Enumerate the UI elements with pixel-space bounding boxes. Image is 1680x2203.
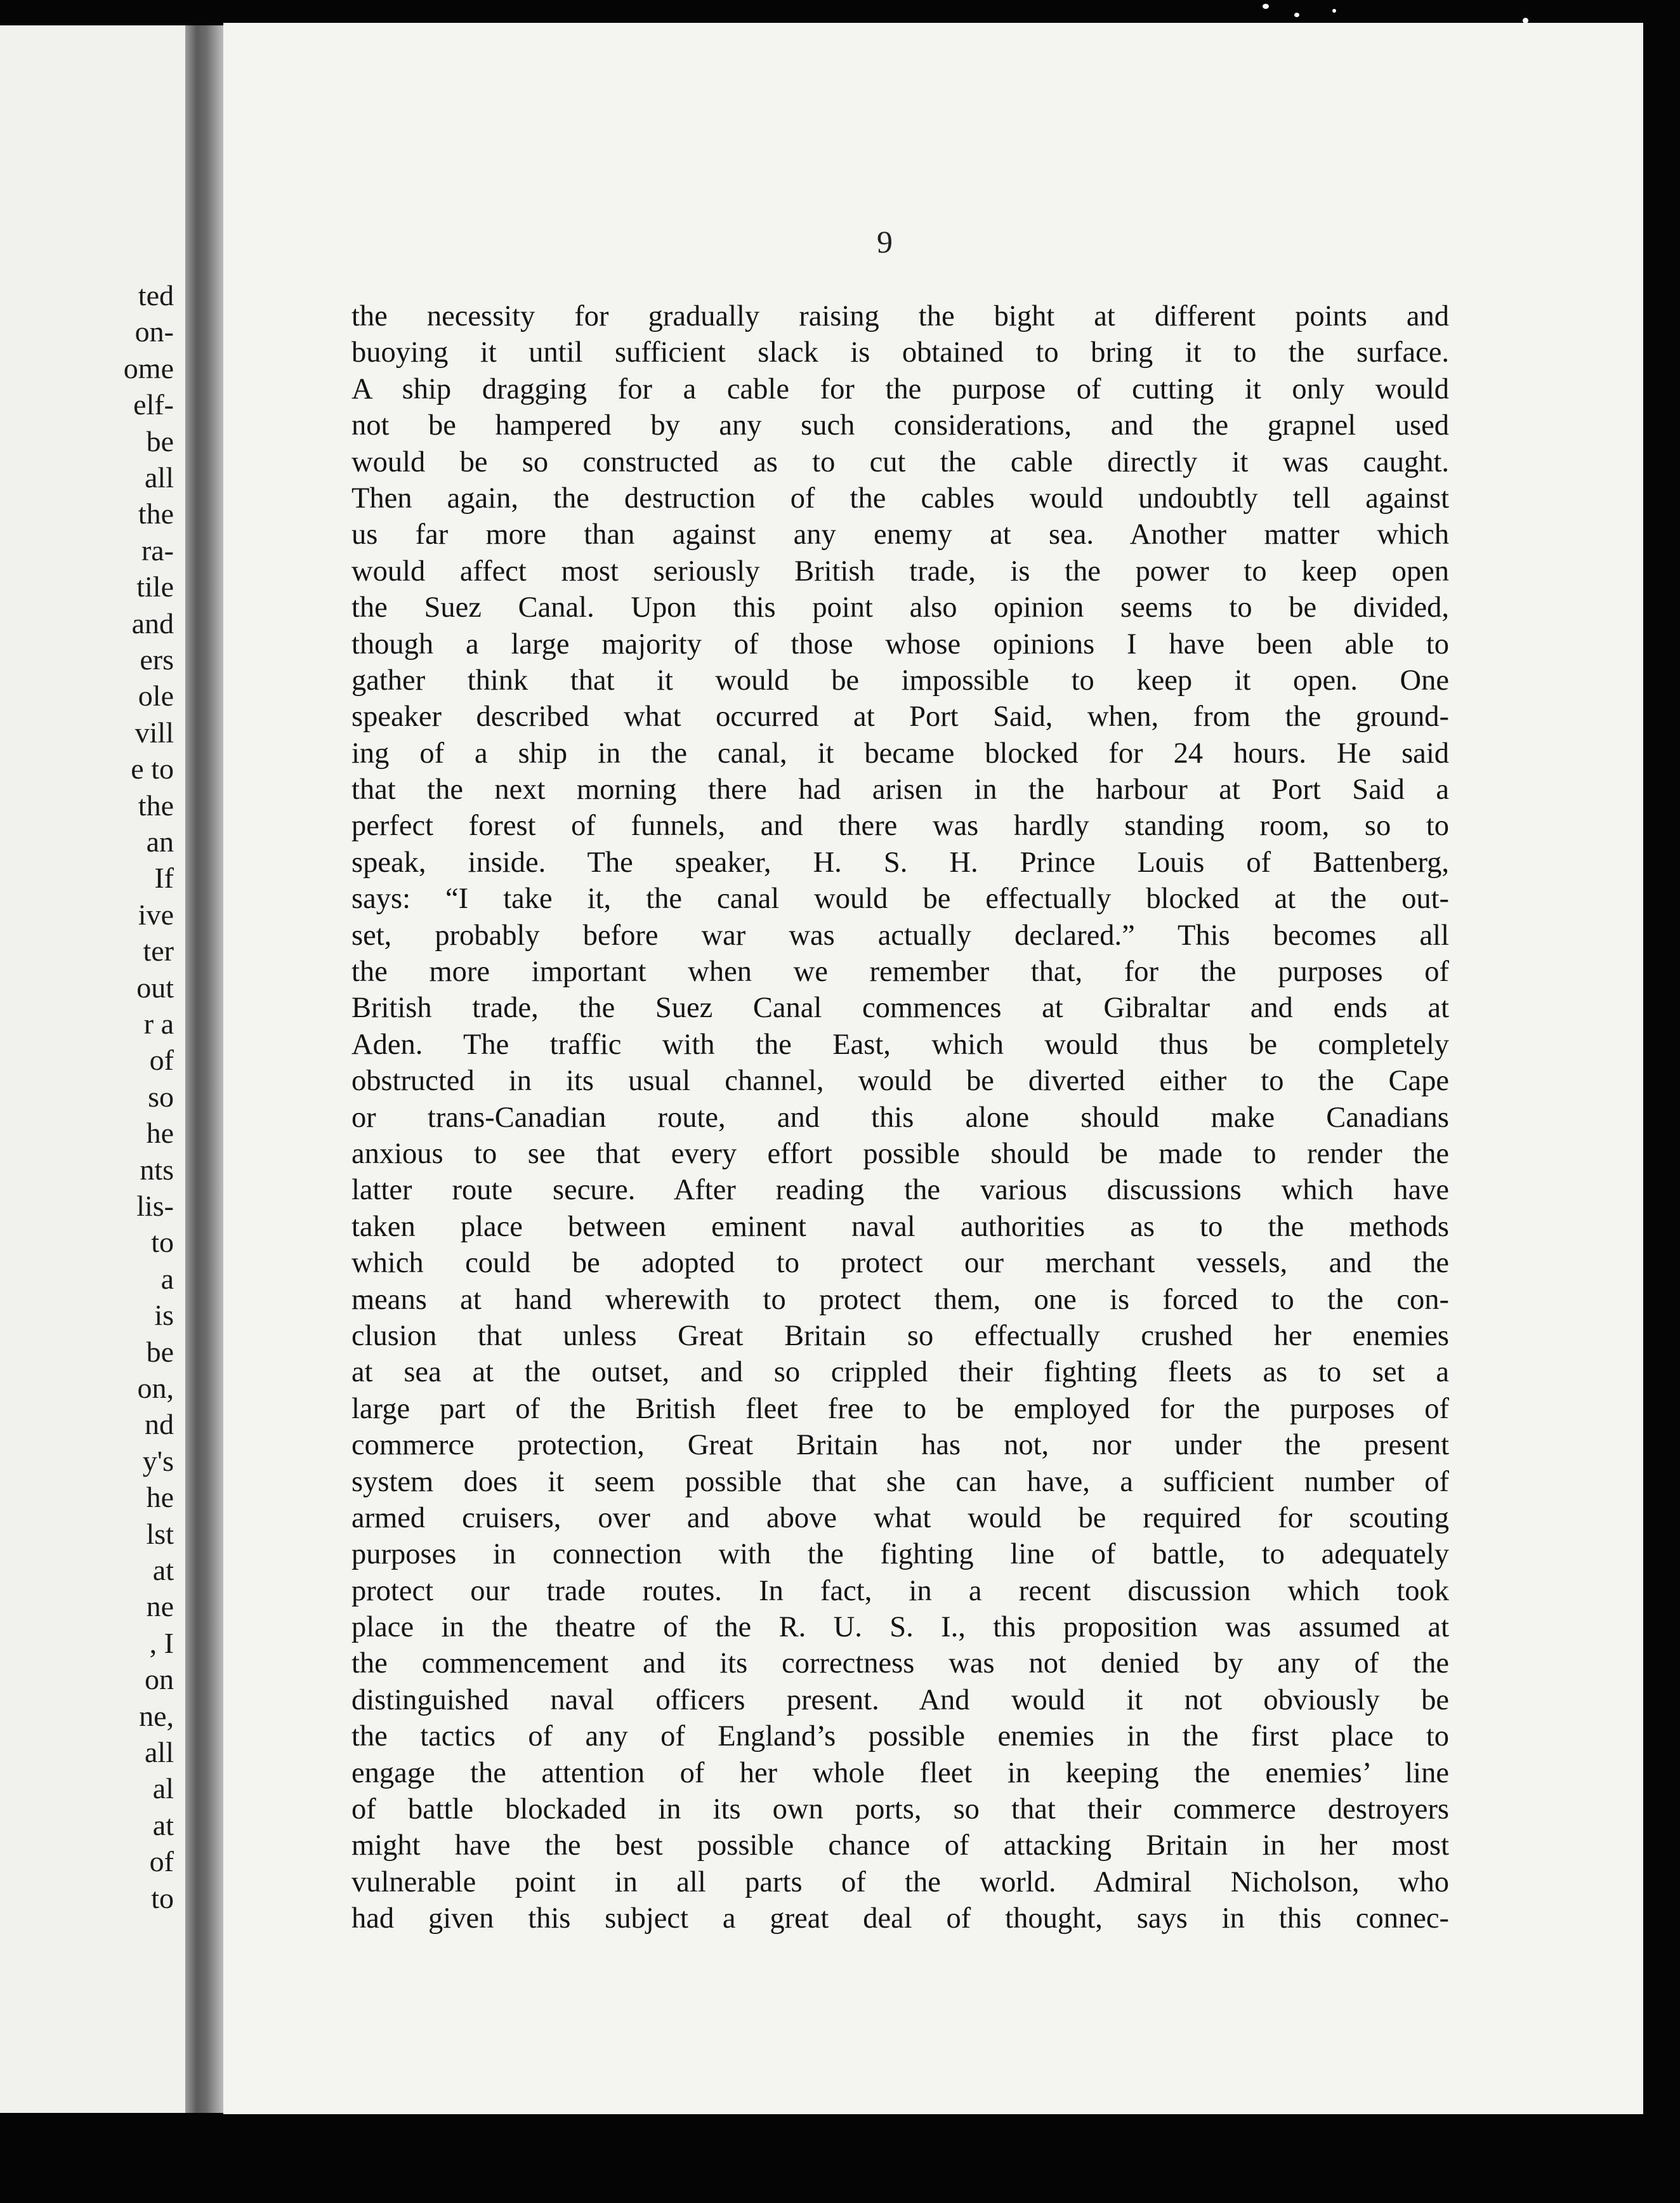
facing-page-fragment: and bbox=[131, 607, 174, 640]
text-line: set, probably before war was actually declared.” This becomes all bbox=[351, 919, 1449, 952]
text-line: Aden. The traffic with the East, which would thus be completely bbox=[351, 1028, 1449, 1061]
text-line: gather think that it would be impossible to keep it open. One bbox=[351, 664, 1449, 697]
facing-page-fragment: of bbox=[149, 1044, 174, 1077]
text-line: system does it seem possible that she can have, a sufficient number of bbox=[351, 1465, 1449, 1498]
facing-page-fragment: ome bbox=[123, 352, 174, 385]
text-line: speak, inside. The speaker, H. S. H. Prince Louis of Battenberg, bbox=[351, 846, 1449, 879]
facing-page-fragment: ter bbox=[143, 935, 174, 968]
facing-page-fragment: a bbox=[161, 1262, 174, 1295]
facing-page-fragment: ra- bbox=[141, 534, 174, 567]
facing-page-edge bbox=[0, 25, 185, 2113]
body-text bbox=[351, 298, 1449, 1937]
facing-page-fragment: at bbox=[152, 1554, 174, 1586]
facing-page-fragment: ne, bbox=[139, 1699, 174, 1732]
facing-page-fragment: ers bbox=[140, 643, 174, 676]
facing-page-fragment: to bbox=[151, 1881, 174, 1914]
facing-page-fragment: at bbox=[152, 1808, 174, 1841]
text-line: means at hand wherewith to protect them, one is forced to the con- bbox=[351, 1283, 1449, 1316]
facing-page-fragment: y's bbox=[142, 1444, 174, 1477]
text-line: obstructed in its usual channel, would be diverted either to the Cape bbox=[351, 1065, 1449, 1098]
facing-page-fragment: ted bbox=[138, 279, 174, 312]
facing-page-fragment: al bbox=[152, 1772, 174, 1805]
facing-page-fragment: ne bbox=[146, 1590, 174, 1623]
facing-page-fragment: all bbox=[145, 1736, 174, 1768]
text-line: says: “I take it, the canal would be effectually blocked at the out- bbox=[351, 883, 1449, 916]
facing-page-fragment: is bbox=[154, 1299, 174, 1332]
text-line: buoying it until sufficient slack is obtained to bring it to the surface. bbox=[351, 336, 1449, 369]
text-line: vulnerable point in all parts of the world. Admiral Nicholson, who bbox=[351, 1865, 1449, 1898]
text-line: A ship dragging for a cable for the purpose of cutting it only would bbox=[351, 372, 1449, 405]
text-line: perfect forest of funnels, and there was hardly standing room, so to bbox=[351, 810, 1449, 843]
facing-page-fragment: be bbox=[146, 1335, 174, 1368]
facing-page-fragment: to bbox=[151, 1226, 174, 1259]
text-line: taken place between eminent naval authorities as to the methods bbox=[351, 1210, 1449, 1243]
text-line: of battle blockaded in its own ports, so that their commerce destroyers bbox=[351, 1793, 1449, 1826]
facing-page-fragment: on, bbox=[137, 1372, 174, 1404]
text-line: the Suez Canal. Upon this point also opinion seems to be divided, bbox=[351, 591, 1449, 624]
text-line: anxious to see that every effort possible should be made to render the bbox=[351, 1137, 1449, 1170]
text-line: would be so constructed as to cut the cable directly it was caught. bbox=[351, 445, 1449, 478]
text-line: protect our trade routes. In fact, in a recent discussion which took bbox=[351, 1574, 1449, 1607]
text-line: not be hampered by any such considerations, and the grapnel used bbox=[351, 409, 1449, 442]
facing-page-fragment: nts bbox=[140, 1153, 174, 1186]
text-line: would affect most seriously British trade, is the power to keep open bbox=[351, 555, 1449, 588]
facing-page-fragment: all bbox=[145, 461, 174, 494]
text-line: at sea at the outset, and so crippled their fighting fleets as to set a bbox=[351, 1356, 1449, 1389]
facing-page-fragment: on- bbox=[135, 315, 174, 348]
facing-page-fragment: the bbox=[138, 497, 174, 530]
facing-page-fragment: e to bbox=[131, 753, 174, 786]
text-line: speaker described what occurred at Port Said, when, from the ground- bbox=[351, 700, 1449, 733]
text-line: though a large majority of those whose opinions I have been able to bbox=[351, 628, 1449, 661]
text-line: or trans-Canadian route, and this alone should make Canadians bbox=[351, 1101, 1449, 1134]
dust-speck bbox=[1263, 4, 1269, 9]
text-line: the necessity for gradually raising the bight at different points and bbox=[351, 300, 1449, 332]
text-line: armed cruisers, over and above what would be required for scouting bbox=[351, 1501, 1449, 1534]
facing-page-fragment: tile bbox=[136, 570, 174, 603]
text-line: that the next morning there had arisen in the harbour at Port Said a bbox=[351, 773, 1449, 806]
text-line: the commencement and its correctness was not denied by any of the bbox=[351, 1647, 1449, 1680]
text-line: Then again, the destruction of the cables would undoubtly tell against bbox=[351, 482, 1449, 515]
text-line: ing of a ship in the canal, it became blocked for 24 hours. He said bbox=[351, 737, 1449, 770]
text-line: had given this subject a great deal of thought, says in this connec- bbox=[351, 1902, 1449, 1935]
text-line: which could be adopted to protect our merchant vessels, and the bbox=[351, 1247, 1449, 1280]
facing-page-fragment: If bbox=[154, 862, 174, 895]
dust-speck bbox=[1332, 9, 1336, 13]
facing-page-fragment: vill bbox=[135, 716, 174, 749]
text-line: the tactics of any of England’s possible enemies in the first place to bbox=[351, 1720, 1449, 1753]
text-line: distinguished naval officers present. And would it not obviously be bbox=[351, 1683, 1449, 1716]
facing-page-fragment: , I bbox=[149, 1626, 174, 1659]
page-number: 9 bbox=[877, 224, 893, 260]
facing-page-fragment: lis- bbox=[136, 1190, 174, 1222]
facing-page-fragment: of bbox=[149, 1845, 174, 1878]
facing-page-fragment: ive bbox=[138, 898, 174, 931]
text-line: latter route secure. After reading the various discussions which have bbox=[351, 1174, 1449, 1207]
book-gutter bbox=[185, 25, 223, 2113]
facing-page-fragment: r a bbox=[143, 1008, 174, 1040]
facing-page-fragment: lst bbox=[146, 1517, 174, 1550]
facing-page-fragment: he bbox=[146, 1117, 174, 1150]
facing-page-fragment: out bbox=[136, 971, 174, 1004]
facing-page-fragment: nd bbox=[145, 1408, 174, 1441]
facing-page-fragment: be bbox=[146, 424, 174, 457]
facing-page-fragment: so bbox=[148, 1080, 174, 1113]
facing-page-fragment: elf- bbox=[133, 388, 174, 421]
facing-page-fragment: ole bbox=[138, 680, 174, 713]
text-line: might have the best possible chance of attacking Britain in her most bbox=[351, 1829, 1449, 1862]
text-line: the more important when we remember that, for the purposes of bbox=[351, 956, 1449, 989]
facing-page-fragment: an bbox=[146, 825, 174, 858]
facing-page-fragment: on bbox=[145, 1663, 174, 1696]
facing-page-fragment: he bbox=[146, 1481, 174, 1514]
text-line: large part of the British fleet free to be employed for the purposes of bbox=[351, 1392, 1449, 1425]
text-line: purposes in connection with the fighting line of battle, to adequately bbox=[351, 1538, 1449, 1571]
text-line: British trade, the Suez Canal commences at Gibraltar and ends at bbox=[351, 992, 1449, 1025]
text-line: commerce protection, Great Britain has not, nor under the present bbox=[351, 1429, 1449, 1462]
text-line: clusion that unless Great Britain so effectually crushed her enemies bbox=[351, 1319, 1449, 1352]
dust-speck bbox=[1294, 13, 1299, 17]
text-line: us far more than against any enemy at sea. Another matter which bbox=[351, 518, 1449, 551]
text-line: place in the theatre of the R. U. S. I., this proposition was assumed at bbox=[351, 1611, 1449, 1644]
text-line: engage the attention of her whole fleet in keeping the enemies’ line bbox=[351, 1756, 1449, 1789]
facing-page-fragment: the bbox=[138, 789, 174, 822]
dust-speck bbox=[1523, 18, 1528, 23]
